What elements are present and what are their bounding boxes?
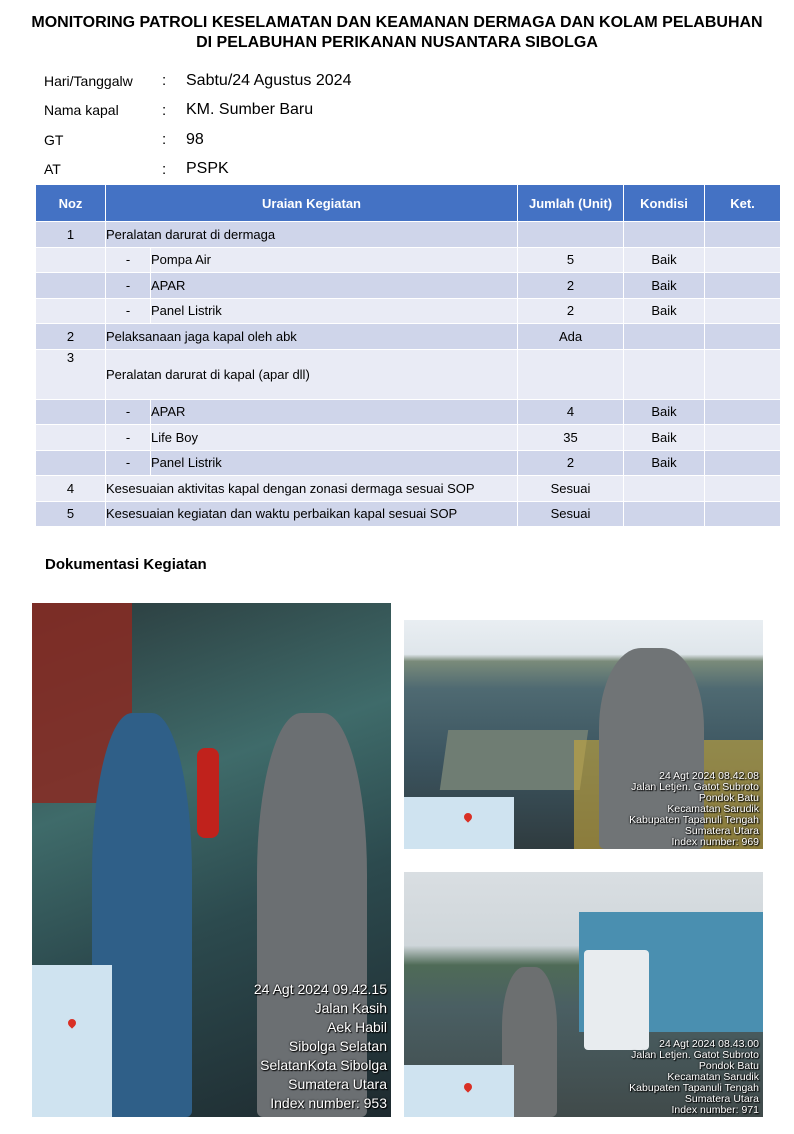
meta-value: PSPK (186, 160, 229, 178)
stamp-line: Pondok Batu (698, 792, 759, 804)
mini-map (32, 965, 112, 1117)
cell-item: Panel Listrik (151, 450, 518, 476)
cell-dash: - (106, 247, 151, 273)
cell-item: Life Boy (151, 425, 518, 451)
map-pin-icon (66, 1017, 77, 1028)
stamp-line: Aek Habil (327, 1019, 387, 1035)
cell-no: 5 (36, 501, 106, 527)
cell-kondisi (624, 476, 705, 502)
cell-dash: - (106, 298, 151, 324)
cell-jumlah: Sesuai (518, 501, 624, 527)
cell-jumlah (518, 349, 624, 399)
table-row (36, 450, 781, 476)
cell-item: Pompa Air (151, 247, 518, 273)
photo-dock-pump (404, 620, 763, 849)
documentation-heading: Dokumentasi Kegiatan (45, 556, 207, 573)
meta-label: GT (44, 131, 64, 148)
cell-ket (705, 273, 781, 299)
cell-item: Panel Listrik (151, 298, 518, 324)
table-row (36, 399, 781, 425)
stamp-line: Pondok Batu (698, 1060, 759, 1072)
meta-value: 98 (186, 130, 204, 148)
map-pin-icon (462, 1081, 473, 1092)
header-uraian: Uraian Kegiatan (106, 185, 518, 222)
photo-stamp (629, 771, 759, 848)
photo-stamp (629, 1039, 759, 1116)
cell-ket (705, 349, 781, 399)
cell-no: 3 (36, 349, 106, 399)
document-title (0, 13, 794, 53)
cell-kondisi (624, 349, 705, 399)
stamp-line: Kabupaten Tapanuli Tengah (629, 814, 759, 826)
cell-kondisi (624, 222, 705, 248)
stamp-line: Index number: 969 (671, 836, 759, 848)
cell-dash: - (106, 425, 151, 451)
cell-kondisi: Baik (624, 247, 705, 273)
cell-uraian: Kesesuaian kegiatan dan waktu perbaikan kapal sesuai SOP (106, 501, 518, 527)
stamp-line: Sumatera Utara (288, 1076, 387, 1092)
cell-ket (705, 247, 781, 273)
stamp-line: 24 Agt 2024 08.42.08 (659, 770, 759, 782)
table-row (36, 273, 781, 299)
header-kondisi: Kondisi (624, 185, 705, 222)
header-no: Noz (36, 185, 106, 222)
meta-colon: : (162, 160, 167, 178)
stamp-line: Kecamatan Sarudik (667, 1071, 759, 1083)
title-line-2: DI PELABUHAN PERIKANAN NUSANTARA SIBOLGA (196, 34, 598, 51)
table-header-row (36, 185, 781, 222)
stamp-line: Sumatera Utara (684, 1093, 759, 1105)
cell-jumlah: 2 (518, 450, 624, 476)
stamp-line: Sibolga Selatan (288, 1038, 387, 1054)
cell-jumlah: Sesuai (518, 476, 624, 502)
stamp-line: Sumatera Utara (684, 825, 759, 837)
stamp-line: Jalan Letjen. Gatot Subroto (631, 781, 759, 793)
cell-no (36, 450, 106, 476)
table-row (36, 501, 781, 527)
meta-label: Hari/Tanggalw (44, 72, 133, 89)
table-row (36, 324, 781, 350)
cell-no (36, 298, 106, 324)
stamp-line: Index number: 971 (671, 1104, 759, 1116)
cell-jumlah: 2 (518, 298, 624, 324)
table-row (36, 247, 781, 273)
meta-row-ship-name (44, 96, 544, 126)
cell-kondisi: Baik (624, 425, 705, 451)
cell-dash: - (106, 399, 151, 425)
title-line-1: MONITORING PATROLI KESELAMATAN DAN KEAMANAN DERMAGA DAN KOLAM PELABUHAN (31, 14, 763, 31)
stamp-line: Kecamatan Sarudik (667, 803, 759, 815)
cell-no (36, 399, 106, 425)
pump-box-lid (440, 730, 588, 790)
cell-ket (705, 501, 781, 527)
cell-no (36, 273, 106, 299)
cell-ket (705, 222, 781, 248)
meta-row-at (44, 155, 544, 185)
cell-ket (705, 425, 781, 451)
stamp-line: SelatanKota Sibolga (260, 1057, 387, 1073)
cell-jumlah (518, 222, 624, 248)
meta-label: AT (44, 161, 61, 178)
table-row (36, 349, 781, 399)
cell-jumlah: 2 (518, 273, 624, 299)
cell-dash: - (106, 450, 151, 476)
meta-row-date (44, 66, 544, 96)
cell-dash: - (106, 273, 151, 299)
photo-inside-ship (32, 603, 391, 1117)
cell-kondisi: Baik (624, 273, 705, 299)
cell-uraian: Peralatan darurat di dermaga (106, 222, 518, 248)
header-jumlah: Jumlah (Unit) (518, 185, 624, 222)
meta-colon: : (162, 72, 167, 90)
cell-item: APAR (151, 399, 518, 425)
cell-jumlah: 35 (518, 425, 624, 451)
stamp-line: Jalan Kasih (314, 1000, 387, 1016)
meta-colon: : (162, 101, 167, 119)
cell-uraian: Pelaksanaan jaga kapal oleh abk (106, 324, 518, 350)
table-row (36, 476, 781, 502)
meta-value: Sabtu/24 Agustus 2024 (186, 71, 352, 89)
cell-kondisi (624, 324, 705, 350)
meta-value: KM. Sumber Baru (186, 101, 314, 119)
stamp-line: 24 Agt 2024 08.43.00 (659, 1038, 759, 1050)
cell-uraian: Peralatan darurat di kapal (apar dll) (106, 349, 518, 399)
mini-map (404, 1065, 514, 1117)
meta-label: Nama kapal (44, 102, 119, 119)
stamp-line: Kabupaten Tapanuli Tengah (629, 1082, 759, 1094)
cell-ket (705, 476, 781, 502)
cell-uraian: Kesesuaian aktivitas kapal dengan zonasi dermaga sesuai SOP (106, 476, 518, 502)
stamp-line: 24 Agt 2024 09.42.15 (253, 981, 387, 997)
stamp-line: Index number: 953 (270, 1095, 387, 1111)
cell-no: 2 (36, 324, 106, 350)
cell-jumlah: 5 (518, 247, 624, 273)
stamp-line: Jalan Letjen. Gatot Subroto (631, 1049, 759, 1061)
photo-stamp (254, 980, 387, 1113)
fuel-dispenser (584, 950, 649, 1050)
cell-no: 4 (36, 476, 106, 502)
cell-item: APAR (151, 273, 518, 299)
cell-kondisi: Baik (624, 450, 705, 476)
cell-no (36, 425, 106, 451)
mini-map (404, 797, 514, 849)
cell-kondisi: Baik (624, 298, 705, 324)
cell-kondisi (624, 501, 705, 527)
table-row (36, 222, 781, 248)
cell-jumlah: Ada (518, 324, 624, 350)
cell-ket (705, 324, 781, 350)
activity-table (35, 184, 781, 527)
cell-jumlah: 4 (518, 399, 624, 425)
vessel-info (44, 66, 544, 184)
meta-colon: : (162, 131, 167, 149)
cell-ket (705, 298, 781, 324)
header-ket: Ket. (705, 185, 781, 222)
meta-row-gt (44, 125, 544, 155)
map-pin-icon (462, 811, 473, 822)
fire-extinguisher-shape (197, 748, 219, 838)
table-row (36, 425, 781, 451)
cell-ket (705, 450, 781, 476)
cell-no: 1 (36, 222, 106, 248)
photo-fuel-dispenser (404, 872, 763, 1117)
cell-kondisi: Baik (624, 399, 705, 425)
table-row (36, 298, 781, 324)
cell-no (36, 247, 106, 273)
cell-ket (705, 399, 781, 425)
